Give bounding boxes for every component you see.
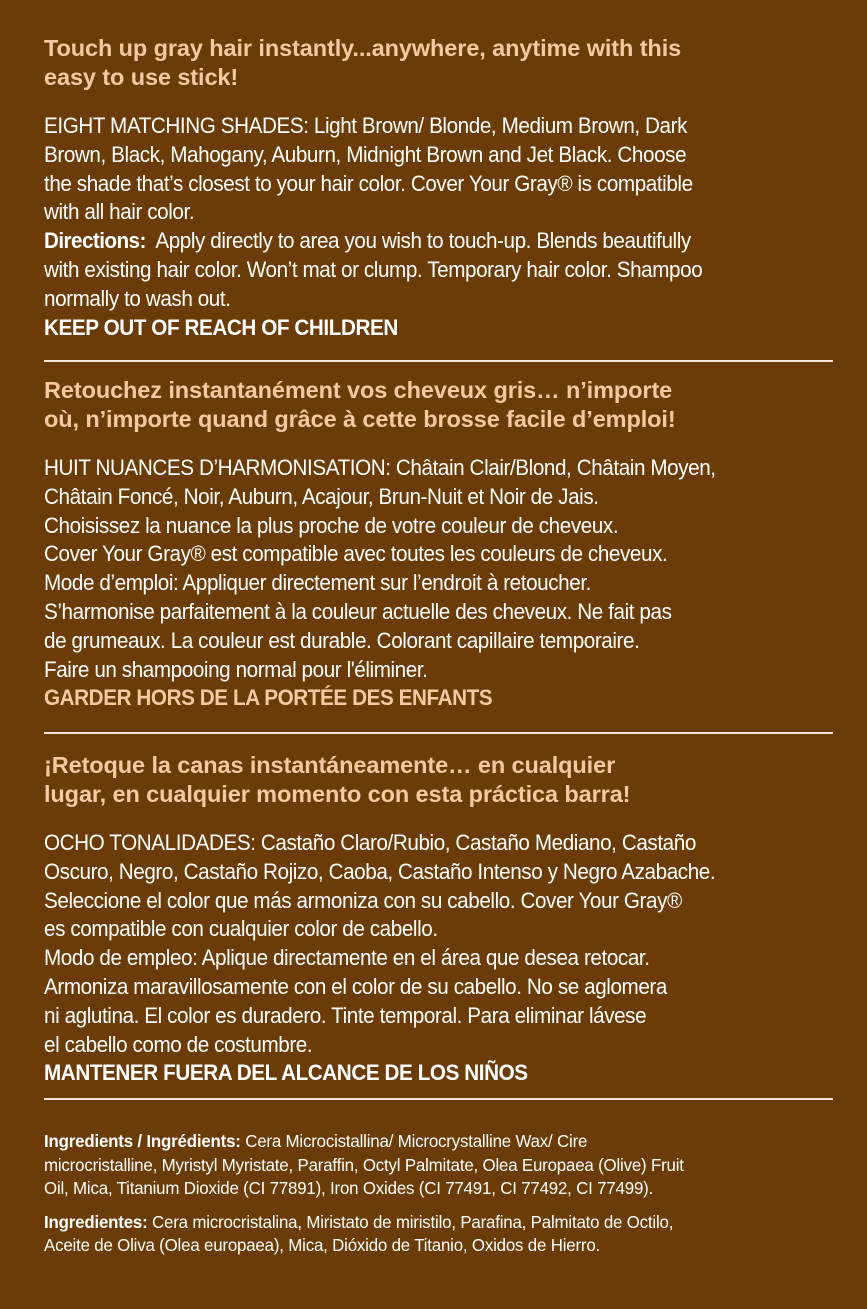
french-line: S’harmonise parfaitement à la couleur actuelle des cheveux. Ne fait pas <box>44 598 672 624</box>
spanish-section <box>44 751 867 1088</box>
french-headline <box>44 376 867 434</box>
french-body <box>44 454 834 713</box>
spanish-line: es compatible con cualquier color de cabello. <box>44 916 438 942</box>
english-headline <box>44 34 867 92</box>
french-warning: GARDER HORS DE LA PORTÉE DES ENFANTS <box>44 685 493 711</box>
divider <box>44 360 833 362</box>
ingredientes-text: Aceite de Oliva (Olea europaea), Mica, Dióxido de Titanio, Oxidos de Hierro. <box>44 1235 601 1256</box>
spanish-line: OCHO TONALIDADES: Castaño Claro/Rubio, Castaño Mediano, Castaño <box>44 830 696 855</box>
english-headline-line-1: Touch up gray hair instantly...anywhere, anytime with this <box>44 35 682 61</box>
directions-text: Apply directly to area you wish to touch-up. Blends beautifully <box>155 228 691 254</box>
spanish-headline <box>44 751 867 809</box>
english-line: the shade that’s closest to your hair color. Cover Your Gray® is compatible <box>44 170 693 196</box>
english-warning: KEEP OUT OF REACH OF CHILDREN <box>44 314 398 340</box>
french-line: Mode d’emploi: Appliquer directement sur l’endroit à retoucher. <box>44 570 591 596</box>
english-section <box>44 34 867 342</box>
spanish-body <box>44 829 834 1088</box>
spanish-line: Oscuro, Negro, Castaño Rojizo, Caoba, Castaño Intenso y Negro Azabache. <box>44 858 716 884</box>
english-headline-line-2: easy to use stick! <box>44 64 239 90</box>
ingredients-text: Oil, Mica, Titanium Dioxide (CI 77891), Iron Oxides (CI 77491, CI 77492, CI 77499). <box>44 1178 654 1199</box>
french-line: Choisissez la nuance la plus proche de votre couleur de cheveux. <box>44 512 619 538</box>
french-line: de grumeaux. La couleur est durable. Colorant capillaire temporaire. <box>44 627 640 653</box>
french-line: HUIT NUANCES D’HARMONISATION: Châtain Clair/Blond, Châtain Moyen, <box>44 455 716 480</box>
french-headline-line-1: Retouchez instantanément vos cheveux gris… n’importe <box>44 377 673 403</box>
english-line: Brown, Black, Mahogany, Auburn, Midnight Brown and Jet Black. Choose <box>44 141 687 167</box>
french-line: Cover Your Gray® est compatible avec toutes les couleurs de cheveux. <box>44 541 668 567</box>
divider <box>44 1098 833 1100</box>
ingredients-text: microcristalline, Myristyl Myristate, Paraffin, Octyl Palmitate, Olea Europaea (Olive) Fruit <box>44 1154 684 1175</box>
divider <box>44 732 833 734</box>
english-directions-line: normally to wash out. <box>44 285 231 311</box>
english-body <box>44 112 834 342</box>
spanish-warning: MANTENER FUERA DEL ALCANCE DE LOS NIÑOS <box>44 1060 528 1086</box>
directions-label: Directions: <box>44 228 146 254</box>
spanish-line: Modo de empleo: Aplique directamente en el área que desea retocar. <box>44 945 650 971</box>
ingredients-spanish <box>44 1211 830 1258</box>
english-directions-line: with existing hair color. Won’t mat or clump. Temporary hair color. Shampoo <box>44 256 703 282</box>
ingredientes-label: Ingredientes: <box>44 1211 148 1232</box>
spanish-headline-line-1: ¡Retoque la canas instantáneamente… en cualquier <box>44 752 616 778</box>
ingredients-text: Cera Microcistallina/ Microcrystalline Wax/ Cire <box>240 1131 588 1151</box>
french-line: Châtain Foncé, Noir, Auburn, Acajour, Brun-Nuit et Noir de Jais. <box>44 483 599 509</box>
english-directions <box>44 227 834 256</box>
spanish-line: ni aglutina. El color es duradero. Tinte temporal. Para eliminar lávese <box>44 1002 647 1028</box>
french-headline-line-2: où, n’importe quand grâce à cette brosse facile d’emploi! <box>44 406 676 432</box>
french-line: Faire un shampooing normal pour l'éliminer. <box>44 656 428 682</box>
ingredients-label: Ingredients / Ingrédients: <box>44 1131 241 1151</box>
english-line: with all hair color. <box>44 199 195 225</box>
spanish-headline-line-2: lugar, en cualquier momento con esta práctica barra! <box>44 781 631 807</box>
spanish-line: Seleccione el color que más armoniza con su cabello. Cover Your Gray® <box>44 887 682 913</box>
spanish-line: el cabello como de costumbre. <box>44 1031 313 1057</box>
ingredientes-text: Cera microcristalina, Miristato de miristilo, Parafina, Palmitato de Octilo, <box>147 1211 674 1232</box>
english-line: EIGHT MATCHING SHADES: Light Brown/ Blonde, Medium Brown, Dark <box>44 113 688 138</box>
spanish-line: Armoniza maravillosamente con el color de su cabello. No se aglomera <box>44 973 667 999</box>
ingredients-section <box>44 1130 859 1258</box>
ingredients-english-french <box>44 1130 830 1201</box>
french-section <box>44 376 867 713</box>
